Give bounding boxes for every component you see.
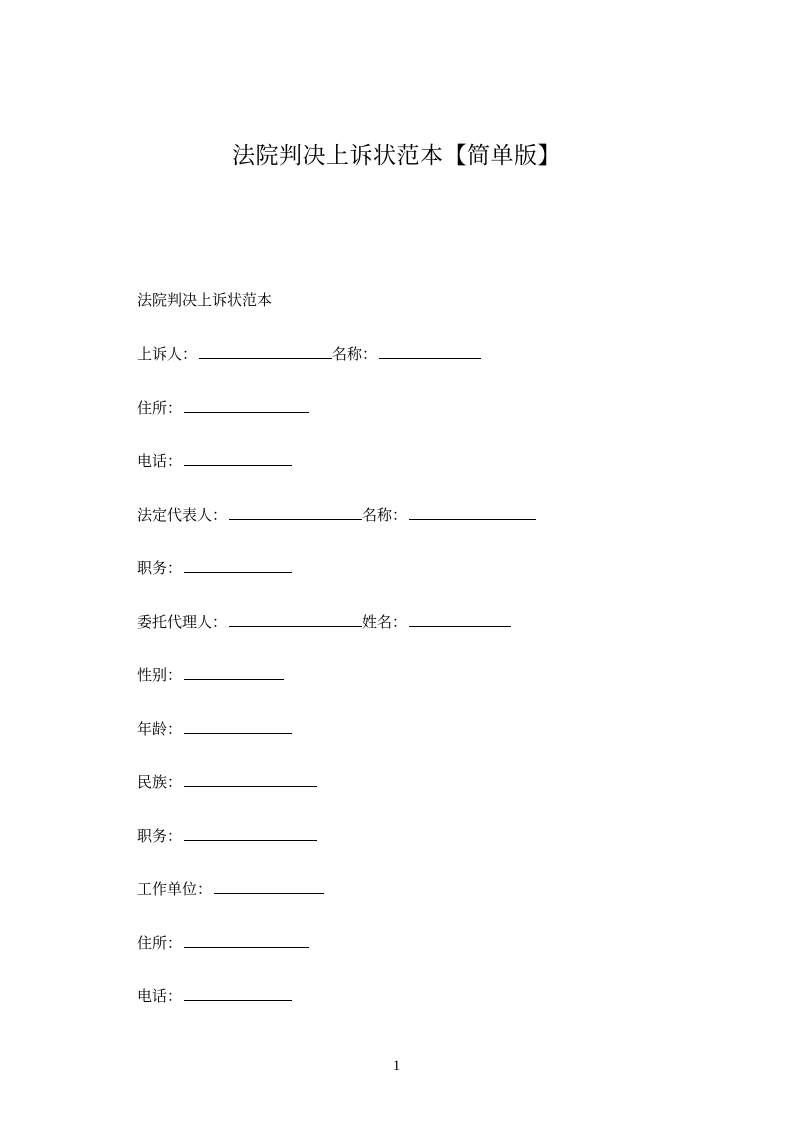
ethnicity-line (137, 772, 697, 826)
appellant-name-blank (379, 344, 481, 359)
agent-name-blank (409, 612, 511, 627)
agent-line (137, 612, 697, 666)
address-label: 住所： (137, 398, 183, 417)
address-blank (184, 398, 309, 413)
appellant-name-label: 名称： (332, 345, 378, 363)
ethnicity-label: 民族： (137, 773, 183, 791)
agent-position-line (137, 826, 697, 880)
agent-address-line (137, 933, 697, 987)
agent-address-label: 住所： (137, 933, 183, 952)
phone-line (137, 451, 697, 505)
agent-position-blank (184, 826, 317, 841)
phone-blank (184, 451, 292, 466)
age-line (137, 719, 697, 773)
agent-phone-line (137, 986, 697, 1040)
legal-rep-line (137, 505, 697, 559)
appellant-line (137, 344, 697, 398)
agent-phone-blank (184, 986, 292, 1001)
age-label: 年龄： (137, 719, 183, 738)
position-blank (184, 558, 292, 573)
employer-line (137, 879, 697, 933)
document-title: 法院判决上诉状范本【简单版】 (232, 143, 561, 169)
legal-rep-name-blank (409, 505, 536, 520)
age-blank (184, 719, 292, 734)
legal-rep-name-label: 名称： (362, 505, 408, 524)
phone-label: 电话： (137, 452, 183, 470)
legal-rep-blank (229, 505, 362, 520)
ethnicity-blank (184, 772, 317, 787)
appeal-form (137, 344, 697, 1040)
agent-blank (229, 612, 362, 627)
gender-label: 性别： (137, 666, 183, 684)
position-line (137, 558, 697, 612)
legal-rep-label: 法定代表人： (137, 505, 228, 524)
agent-label: 委托代理人： (137, 612, 228, 631)
appellant-label: 上诉人： (137, 345, 198, 363)
address-line (137, 398, 697, 452)
agent-phone-label: 电话： (137, 987, 183, 1005)
page-number: 1 (392, 1058, 401, 1074)
employer-blank (214, 879, 324, 894)
employer-label: 工作单位： (137, 880, 213, 898)
position-label: 职务： (137, 559, 183, 577)
agent-position-label: 职务： (137, 826, 183, 845)
gender-blank (184, 665, 284, 680)
document-subtitle: 法院判决上诉状范本 (137, 291, 273, 309)
appellant-blank (199, 344, 332, 359)
agent-name-label: 姓名： (362, 612, 408, 631)
gender-line (137, 665, 697, 719)
agent-address-blank (184, 933, 309, 948)
